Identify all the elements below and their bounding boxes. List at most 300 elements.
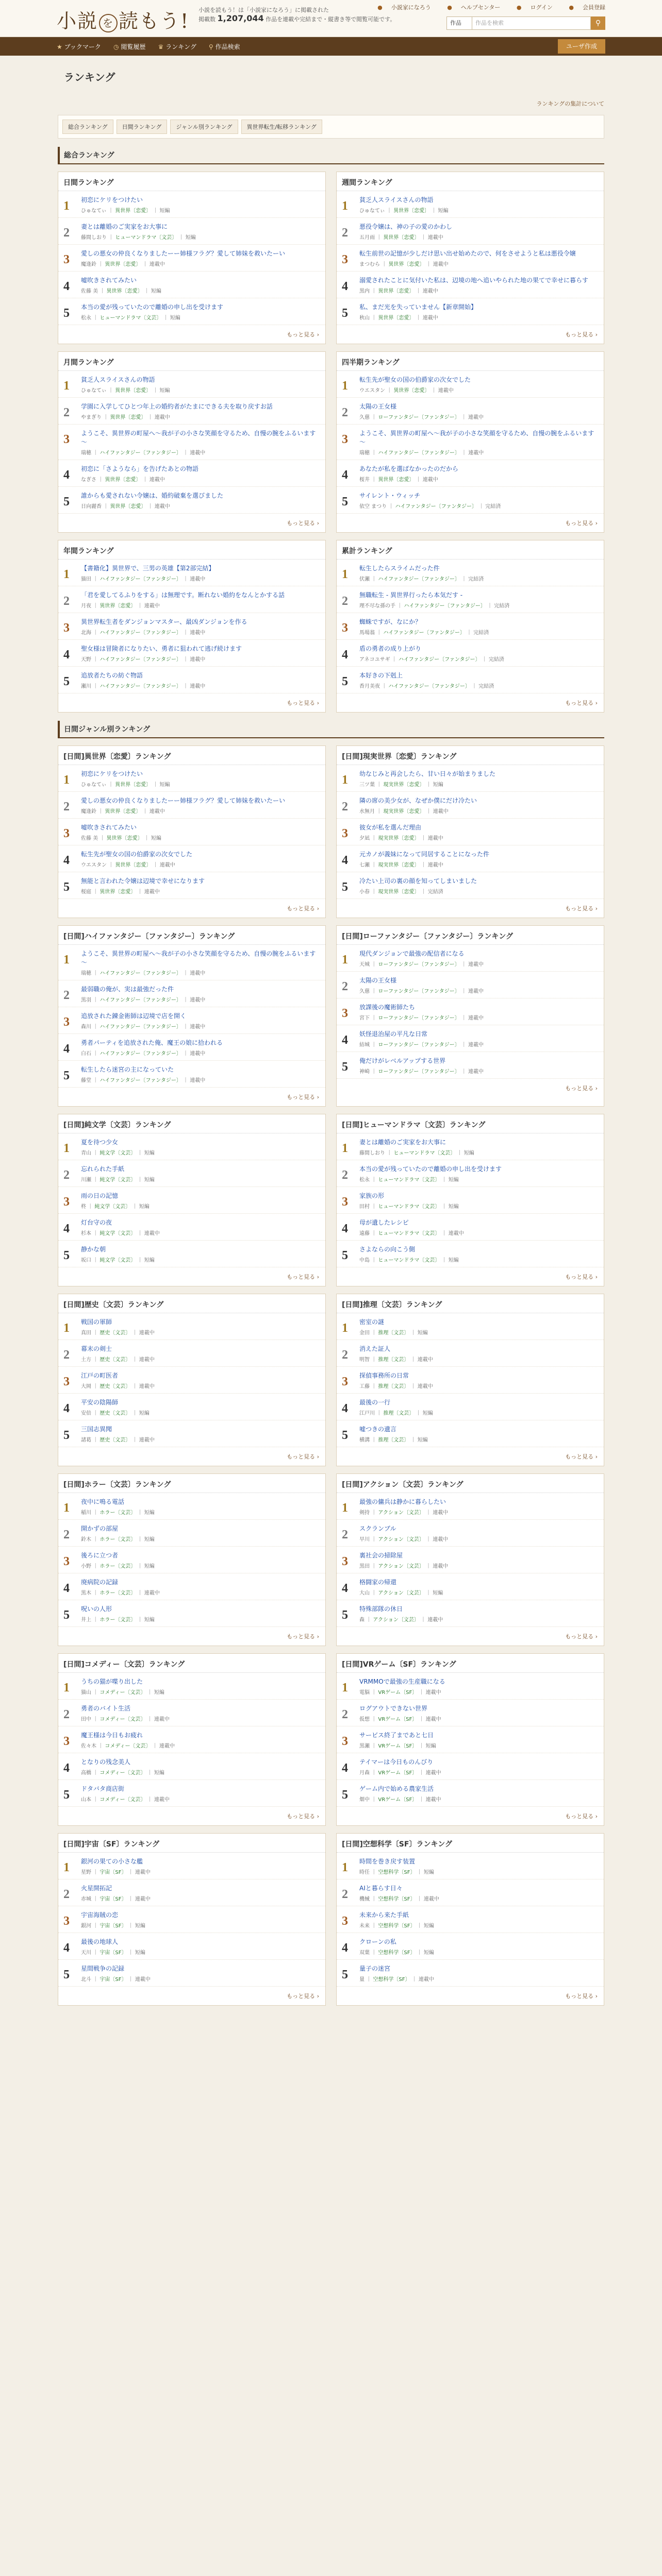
entry-genre[interactable]: 純文学〔文芸〕 (100, 1258, 136, 1263)
entry-genre[interactable]: 異世界〔恋愛〕 (383, 235, 420, 241)
more-link[interactable]: もっと見る › (337, 1447, 604, 1466)
entry-title-link[interactable]: 勇者のバイト生活 (81, 1705, 131, 1712)
entry-title-link[interactable]: 母が遺したレシピ (359, 1219, 409, 1226)
entry-title-link[interactable]: 誰からも愛されない令嬢は、婚約破棄を選びました (81, 492, 224, 499)
entry-author[interactable]: 銀河 (81, 1923, 91, 1929)
entry-author[interactable]: 真田 (81, 1330, 91, 1336)
entry-title-link[interactable]: 俺だけがレベルアップする世界 (359, 1057, 446, 1064)
entry-genre[interactable]: 異世界〔恋愛〕 (378, 477, 415, 483)
ranking-card-title[interactable]: [日間]ホラー〔文芸〕ランキング (58, 1474, 325, 1493)
entry-title-link[interactable]: さよならの向こう側 (359, 1246, 416, 1253)
more-link[interactable]: もっと見る › (58, 514, 325, 532)
entry-title-link[interactable]: 愛しの悪女の仲良くなりましたーー姉様フラグ？愛して姉妹を救いたーい (81, 250, 286, 257)
entry-author[interactable]: 月森 (359, 1770, 370, 1776)
entry-genre[interactable]: アクション〔文芸〕 (378, 1590, 424, 1596)
entry-title-link[interactable]: 聖女様は冒険者になりたい、勇者に狙われて逃げ続けます (81, 645, 242, 652)
entry-author[interactable]: ウエスタン (81, 862, 107, 868)
entry-author[interactable]: 馬場翁 (359, 630, 375, 636)
entry-genre[interactable]: ハイファンタジー〔ファンタジー〕 (383, 630, 465, 636)
entry-genre[interactable]: 異世界〔恋愛〕 (105, 477, 141, 483)
entry-title-link[interactable]: 後ろに立つ者 (81, 1552, 119, 1559)
entry-author[interactable]: 三ツ葉 (359, 782, 375, 788)
entry-genre[interactable]: 宇宙〔SF〕 (100, 1923, 127, 1929)
entry-title-link[interactable]: 江戸の町医者 (81, 1372, 119, 1379)
entry-genre[interactable]: ローファンタジー〔ファンタジー〕 (378, 1015, 460, 1021)
entry-genre[interactable]: ホラー〔文芸〕 (100, 1564, 136, 1569)
entry-genre[interactable]: ハイファンタジー〔ファンタジー〕 (100, 657, 181, 663)
entry-title-link[interactable]: 平安の陰陽師 (81, 1399, 119, 1406)
entry-author[interactable]: 五月雨 (359, 235, 375, 241)
entry-title-link[interactable]: 特殊部隊の休日 (359, 1605, 403, 1613)
entry-title-link[interactable]: 灯台守の夜 (81, 1219, 112, 1226)
entry-title-link[interactable]: 追放された錬金術師は辺境で店を開く (81, 1012, 187, 1020)
entry-title-link[interactable]: クローンの私 (359, 1938, 396, 1945)
entry-genre[interactable]: 異世界〔恋愛〕 (115, 388, 152, 394)
entry-genre[interactable]: ローファンタジー〔ファンタジー〕 (378, 1042, 460, 1048)
entry-author[interactable]: 鈴木 (81, 1537, 91, 1543)
entry-genre[interactable]: 異世界〔恋愛〕 (100, 603, 136, 609)
ranking-card-title[interactable]: [日間]コメディー〔文芸〕ランキング (58, 1654, 325, 1673)
entry-genre[interactable]: ハイファンタジー〔ファンタジー〕 (388, 684, 470, 689)
entry-title-link[interactable]: 呪いの人形 (81, 1605, 112, 1613)
entry-title-link[interactable]: 転生前世の記憶が少しだけ思い出せ始めたので、何をさせようと私は悪役令嬢 (359, 250, 576, 257)
entry-author[interactable]: 横溝 (359, 1437, 370, 1443)
entry-title-link[interactable]: 消えた証人 (359, 1345, 391, 1352)
entry-genre[interactable]: 現実世界〔恋愛〕 (378, 836, 420, 841)
entry-genre[interactable]: 推理〔文芸〕 (378, 1357, 409, 1363)
entry-title-link[interactable]: ようこそ、異世界の町屋へ～我が子の小さな笑顔を守るため、自慢の腕をふるいます～ (359, 430, 594, 446)
entry-title-link[interactable]: 勇者パーティを追放された俺、魔王の娘に拾われる (81, 1039, 223, 1046)
entry-author[interactable]: 高橋 (81, 1770, 91, 1776)
entry-title-link[interactable]: 嘘吹きされてみたい (81, 277, 137, 284)
entry-author[interactable]: 松永 (359, 1177, 370, 1183)
ranking-card-title[interactable]: 日間ランキング (58, 172, 325, 191)
entry-author[interactable]: 佐藤 美 (81, 289, 98, 294)
entry-author[interactable]: 松永 (81, 315, 91, 321)
entry-author[interactable]: 杉本 (81, 1231, 91, 1236)
entry-title-link[interactable]: 貧乏人スライスさんの物語 (81, 376, 155, 383)
entry-title-link[interactable]: 「君を愛してるふりをする」は無理です。断れない婚約をなんとかする話 (81, 591, 285, 599)
ranking-card-title[interactable]: 累計ランキング (337, 540, 604, 560)
entry-author[interactable]: 北海 (81, 630, 91, 636)
tab-isekai[interactable]: 異世界転生/転移ランキング (241, 120, 322, 134)
entry-author[interactable]: 大山 (359, 1590, 370, 1596)
entry-genre[interactable]: ホラー〔文芸〕 (100, 1617, 136, 1623)
entry-author[interactable]: 畑中 (359, 1797, 370, 1803)
ranking-card-title[interactable]: [日間]ローファンタジー〔ファンタジー〕ランキング (337, 926, 604, 945)
entry-title-link[interactable]: 火星開拓記 (81, 1885, 112, 1892)
tab-genre[interactable]: ジャンル別ランキング (170, 120, 238, 134)
entry-genre[interactable]: 推理〔文芸〕 (378, 1330, 409, 1336)
entry-genre[interactable]: ローファンタジー〔ファンタジー〕 (378, 962, 460, 968)
entry-author[interactable]: 田中 (81, 1717, 91, 1722)
entry-title-link[interactable]: 【書籍化】異世界で、三男の英雄【第2部完結】 (81, 565, 215, 572)
entry-author[interactable]: ひゅなてぃ (81, 782, 107, 788)
user-create-button[interactable]: ユーザ作成 (558, 39, 605, 54)
entry-title-link[interactable]: 家族の形 (359, 1192, 385, 1199)
entry-author[interactable]: 電脳 (359, 1690, 370, 1696)
entry-title-link[interactable]: 探偵事務所の日常 (359, 1372, 409, 1379)
entry-genre[interactable]: ハイファンタジー〔ファンタジー〕 (100, 577, 181, 582)
entry-author[interactable]: 黒内 (359, 289, 370, 294)
entry-genre[interactable]: 異世界〔恋愛〕 (110, 415, 146, 420)
entry-title-link[interactable]: 宇宙海賊の恋 (81, 1911, 119, 1919)
entry-title-link[interactable]: 無能と言われた令嬢は辺境で幸せになります (81, 877, 205, 885)
tab-overall[interactable]: 総合ランキング (62, 120, 113, 134)
entry-title-link[interactable]: 忘れられた手紙 (81, 1165, 125, 1173)
entry-author[interactable]: 天野 (81, 657, 91, 663)
entry-title-link[interactable]: 学園に入学してひとつ年上の婚約者がたまにできる夫を取り戻すお話 (81, 403, 273, 410)
entry-genre[interactable]: ハイファンタジー〔ファンタジー〕 (100, 997, 181, 1003)
entry-author[interactable]: やまぎり (81, 415, 102, 420)
more-link[interactable]: もっと見る › (337, 1987, 604, 2005)
entry-title-link[interactable]: 異世界転生者をダンジョンマスター、最凶ダンジョンを作る (81, 618, 247, 625)
entry-title-link[interactable]: 転生先が聖女の国の伯爵家の次女でした (359, 376, 471, 383)
entry-genre[interactable]: 異世界〔恋愛〕 (388, 262, 425, 267)
entry-genre[interactable]: 推理〔文芸〕 (378, 1384, 409, 1389)
entry-author[interactable]: 猫田 (81, 577, 91, 582)
ranking-card-title[interactable]: 四半期ランキング (337, 352, 604, 371)
entry-author[interactable]: 月夜 (81, 603, 91, 609)
entry-genre[interactable]: 歴史〔文芸〕 (100, 1384, 131, 1389)
entry-author[interactable]: 魔逢鈴 (81, 262, 96, 267)
entry-genre[interactable]: 歴史〔文芸〕 (100, 1357, 131, 1363)
entry-title-link[interactable]: 現代ダンジョンで最強の配信者になる (359, 950, 465, 957)
entry-author[interactable]: 白石 (81, 1051, 91, 1057)
entry-author[interactable]: 結城 (359, 1042, 370, 1048)
entry-genre[interactable]: ヒューマンドラマ〔文芸〕 (378, 1204, 440, 1210)
entry-genre[interactable]: 異世界〔恋愛〕 (378, 315, 415, 321)
entry-author[interactable]: 天城 (359, 962, 370, 968)
entry-genre[interactable]: ヒューマンドラマ〔文芸〕 (378, 1258, 440, 1263)
entry-title-link[interactable]: ゲーム内で始める農家生活 (359, 1785, 434, 1792)
entry-title-link[interactable]: 幼なじみと再会したら、甘い日々が始まりました (359, 770, 496, 777)
entry-title-link[interactable]: 幕末の剣士 (81, 1345, 112, 1352)
entry-genre[interactable]: 異世界〔恋愛〕 (106, 836, 143, 841)
more-link[interactable]: もっと見る › (337, 1079, 604, 1097)
entry-title-link[interactable]: 太陽の王女様 (359, 403, 397, 410)
entry-genre[interactable]: 宇宙〔SF〕 (100, 1870, 127, 1875)
entry-genre[interactable]: ハイファンタジー〔ファンタジー〕 (378, 450, 460, 456)
entry-genre[interactable]: ハイファンタジー〔ファンタジー〕 (100, 1051, 181, 1057)
header-link[interactable]: ● ログイン (516, 4, 553, 11)
entry-genre[interactable]: 異世界〔恋愛〕 (110, 504, 146, 510)
entry-author[interactable]: 天川 (81, 1950, 91, 1956)
entry-author[interactable]: 神崎 (359, 1069, 370, 1075)
entry-author[interactable]: 依空 まつり (359, 504, 387, 510)
entry-author[interactable]: 佐々木 (81, 1743, 96, 1749)
entry-author[interactable]: 双葉 (359, 1950, 370, 1956)
entry-genre[interactable]: ヒューマンドラマ〔文芸〕 (115, 235, 177, 241)
entry-author[interactable]: 伏瀬 (359, 577, 370, 582)
entry-genre[interactable]: 異世界〔恋愛〕 (105, 809, 141, 815)
entry-genre[interactable]: 空想科学〔SF〕 (378, 1896, 416, 1902)
entry-genre[interactable]: ホラー〔文芸〕 (100, 1590, 136, 1596)
ranking-card-title[interactable]: [日間]ヒューマンドラマ〔文芸〕ランキング (337, 1114, 604, 1133)
entry-title-link[interactable]: となりの残念美人 (81, 1758, 131, 1766)
entry-genre[interactable]: VRゲーム〔SF〕 (378, 1743, 418, 1749)
entry-title-link[interactable]: 溺愛されたことに気付いた私は、辺境の地へ追いやられた地の果てで幸せに暮らす (359, 277, 589, 284)
header-link[interactable]: ● 小説家になろう (377, 4, 431, 11)
more-link[interactable]: もっと見る › (58, 1807, 325, 1825)
entry-genre[interactable]: 宇宙〔SF〕 (100, 1977, 127, 1982)
entry-author[interactable]: 魔逢鈴 (81, 809, 96, 815)
entry-genre[interactable]: ハイファンタジー〔ファンタジー〕 (100, 1078, 181, 1083)
entry-genre[interactable]: ローファンタジー〔ファンタジー〕 (378, 415, 460, 420)
entry-title-link[interactable]: 蜘蛛ですが、なにか？ (359, 618, 422, 625)
entry-genre[interactable]: 宇宙〔SF〕 (100, 1896, 127, 1902)
entry-author[interactable]: 日向麗香 (81, 504, 102, 510)
ranking-card-title[interactable]: [日間]現実世界〔恋愛〕ランキング (337, 746, 604, 765)
entry-author[interactable]: 剣持 (359, 1510, 370, 1516)
entry-author[interactable]: 秋山 (359, 315, 370, 321)
entry-title-link[interactable]: 廃病院の記録 (81, 1579, 119, 1586)
entry-genre[interactable]: 歴史〔文芸〕 (100, 1330, 131, 1336)
entry-genre[interactable]: 異世界〔恋愛〕 (105, 262, 141, 267)
entry-genre[interactable]: ヒューマンドラマ〔文芸〕 (378, 1177, 440, 1183)
entry-genre[interactable]: ヒューマンドラマ〔文芸〕 (100, 315, 162, 321)
entry-author[interactable]: 瑞穂 (81, 971, 91, 976)
entry-title-link[interactable]: 最弱職の俺が、実は最強だった件 (81, 986, 174, 993)
entry-title-link[interactable]: 妻とは離婚のご実家をお大事に (359, 1139, 446, 1146)
nav-ranking[interactable]: ♛ ランキング (158, 43, 196, 50)
entry-author[interactable]: 時任 (359, 1870, 370, 1875)
entry-title-link[interactable]: 夜中に鳴る電話 (81, 1498, 125, 1505)
entry-genre[interactable]: 空想科学〔SF〕 (378, 1923, 416, 1929)
entry-author[interactable]: ひゅなてぃ (81, 388, 107, 394)
entry-title-link[interactable]: 嘘つきの遺言 (359, 1426, 397, 1433)
entry-genre[interactable]: 異世界〔恋愛〕 (115, 208, 152, 214)
entry-genre[interactable]: 現実世界〔恋愛〕 (383, 809, 425, 815)
entry-author[interactable]: 桜庭 (81, 889, 91, 895)
entry-genre[interactable]: 宇宙〔SF〕 (100, 1950, 127, 1956)
entry-genre[interactable]: 純文学〔文芸〕 (100, 1231, 136, 1236)
entry-title-link[interactable]: 密室の謎 (359, 1318, 385, 1326)
entry-title-link[interactable]: 量子の迷宮 (359, 1965, 391, 1972)
entry-title-link[interactable]: 貧乏人スライスさんの物語 (359, 196, 434, 204)
entry-author[interactable]: 未来 (359, 1923, 370, 1929)
entry-genre[interactable]: ハイファンタジー〔ファンタジー〕 (100, 971, 181, 976)
header-link[interactable]: ● 会員登録 (569, 4, 605, 11)
entry-author[interactable]: 小春 (359, 889, 370, 895)
more-link[interactable]: もっと見る › (337, 1267, 604, 1286)
site-logo[interactable]: 小説 を 読もう! (57, 10, 190, 32)
entry-author[interactable]: ひゅなてぃ (359, 208, 385, 214)
entry-genre[interactable]: 異世界〔恋愛〕 (115, 782, 152, 788)
ranking-card-title[interactable]: [日間]宇宙〔SF〕ランキング (58, 1834, 325, 1853)
more-link[interactable]: もっと見る › (58, 1447, 325, 1466)
entry-title-link[interactable]: ログアウトできない世界 (359, 1705, 428, 1712)
ranking-help-link[interactable]: ランキングの集計について (536, 100, 604, 107)
entry-title-link[interactable]: 初恋にケリをつけたい (81, 196, 143, 204)
entry-title-link[interactable]: 転生先が聖女の国の伯爵家の次女でした (81, 851, 193, 858)
entry-author[interactable]: 柊 (81, 1204, 86, 1210)
entry-genre[interactable]: ヒューマンドラマ〔文芸〕 (378, 1231, 440, 1236)
entry-genre[interactable]: 純文学〔文芸〕 (100, 1150, 136, 1156)
entry-author[interactable]: 七瀬 (359, 862, 370, 868)
more-link[interactable]: もっと見る › (58, 1267, 325, 1286)
entry-author[interactable]: 瀬川 (81, 684, 91, 689)
entry-title-link[interactable]: 放課後の魔術師たち (359, 1004, 416, 1011)
entry-author[interactable]: 水無月 (359, 809, 375, 815)
entry-genre[interactable]: 純文学〔文芸〕 (100, 1177, 136, 1183)
entry-title-link[interactable]: テイマーは今日ものんびり (359, 1758, 434, 1766)
entry-author[interactable]: 山本 (81, 1797, 91, 1803)
entry-genre[interactable]: コメディー〔文芸〕 (100, 1797, 146, 1803)
header-link[interactable]: ● ヘルプセンター (447, 4, 501, 11)
more-link[interactable]: もっと見る › (58, 899, 325, 918)
entry-author[interactable]: 坂口 (81, 1258, 91, 1263)
entry-author[interactable]: 黒田 (359, 1564, 370, 1569)
entry-genre[interactable]: コメディー〔文芸〕 (100, 1717, 146, 1722)
more-link[interactable]: もっと見る › (337, 899, 604, 918)
entry-author[interactable]: 夕凪 (359, 836, 370, 841)
entry-genre[interactable]: 異世界〔恋愛〕 (393, 388, 430, 394)
entry-genre[interactable]: 異世界〔恋愛〕 (115, 862, 152, 868)
entry-genre[interactable]: ヒューマンドラマ〔文芸〕 (393, 1150, 456, 1156)
entry-title-link[interactable]: 銀河の果ての小さな艦 (81, 1858, 143, 1865)
entry-title-link[interactable]: 雨の日の記憶 (81, 1192, 119, 1199)
search-input[interactable]: 作品を検索 (472, 16, 591, 30)
entry-title-link[interactable]: 最強の傭兵は静かに暮らしたい (359, 1498, 446, 1505)
entry-author[interactable]: 小野 (81, 1564, 91, 1569)
nav-search[interactable]: ⚲ 作品検索 (208, 43, 240, 50)
entry-title-link[interactable]: うちの猫が喋り出した (81, 1678, 143, 1685)
entry-author[interactable]: まつむら (359, 262, 380, 267)
entry-title-link[interactable]: 転生したら迷宮の主になっていた (81, 1066, 174, 1073)
ranking-card-title[interactable]: [日間]ハイファンタジー〔ファンタジー〕ランキング (58, 926, 325, 945)
entry-title-link[interactable]: 開かずの部屋 (81, 1525, 119, 1532)
entry-title-link[interactable]: 盾の勇者の成り上がり (359, 645, 422, 652)
ranking-card-title[interactable]: [日間]推理〔文芸〕ランキング (337, 1294, 604, 1313)
entry-genre[interactable]: ローファンタジー〔ファンタジー〕 (378, 1069, 460, 1075)
entry-title-link[interactable]: 格闘家の帰還 (359, 1579, 397, 1586)
ranking-card-title[interactable]: [日間]空想科学〔SF〕ランキング (337, 1834, 604, 1853)
entry-genre[interactable]: コメディー〔文芸〕 (100, 1770, 146, 1776)
entry-genre[interactable]: ローファンタジー〔ファンタジー〕 (378, 989, 460, 994)
entry-author[interactable]: 森川 (81, 1024, 91, 1030)
entry-author[interactable]: 早川 (359, 1537, 370, 1543)
entry-author[interactable]: 稲川 (81, 1510, 91, 1516)
entry-genre[interactable]: ハイファンタジー〔ファンタジー〕 (404, 603, 486, 609)
entry-genre[interactable]: ホラー〔文芸〕 (100, 1510, 136, 1516)
entry-title-link[interactable]: 魔王様は今日もお疲れ (81, 1732, 143, 1739)
entry-author[interactable]: 黒羽 (81, 997, 91, 1003)
entry-author[interactable]: 北斗 (81, 1977, 91, 1982)
ranking-card-title[interactable]: 月間ランキング (58, 352, 325, 371)
ranking-card-title[interactable]: [日間]純文学〔文芸〕ランキング (58, 1114, 325, 1133)
entry-title-link[interactable]: あなたが私を選ばなかったのだから (359, 465, 459, 472)
more-link[interactable]: もっと見る › (337, 1627, 604, 1646)
nav-bookmark[interactable]: ★ ブックマーク (57, 43, 101, 50)
entry-author[interactable]: 青山 (81, 1150, 91, 1156)
entry-genre[interactable]: 空想科学〔SF〕 (373, 1977, 410, 1982)
entry-genre[interactable]: ハイファンタジー〔ファンタジー〕 (398, 657, 481, 663)
entry-title-link[interactable]: 未来から来た手紙 (359, 1911, 409, 1919)
entry-genre[interactable]: アクション〔文芸〕 (378, 1510, 424, 1516)
entry-title-link[interactable]: 彼女が私を選んだ理由 (359, 824, 422, 831)
entry-title-link[interactable]: 本好きの下剋上 (359, 672, 403, 679)
entry-author[interactable]: 藤間しおり (359, 1150, 385, 1156)
entry-genre[interactable]: コメディー〔文芸〕 (105, 1743, 151, 1749)
entry-author[interactable]: 宮下 (359, 1015, 370, 1021)
entry-title-link[interactable]: 太陽の王女様 (359, 977, 397, 984)
entry-author[interactable]: 藤間しおり (81, 235, 107, 241)
entry-title-link[interactable]: ドタバタ商店街 (81, 1785, 124, 1792)
entry-title-link[interactable]: 戦国の軍師 (81, 1318, 112, 1326)
entry-author[interactable]: 黒木 (81, 1590, 91, 1596)
entry-title-link[interactable]: AIと暮らす日々 (359, 1885, 403, 1892)
search-type-select[interactable]: 作品 (446, 16, 472, 30)
more-link[interactable]: もっと見る › (58, 1088, 325, 1106)
entry-genre[interactable]: アクション〔文芸〕 (378, 1564, 424, 1569)
entry-title-link[interactable]: ようこそ、異世界の町屋へ～我が子の小さな笑顔を守るため、自慢の腕をふるいます～ (81, 430, 316, 446)
search-icon[interactable]: ⚲ (591, 16, 605, 30)
entry-author[interactable]: 土方 (81, 1357, 91, 1363)
more-link[interactable]: もっと見る › (58, 693, 325, 712)
entry-title-link[interactable]: 星間戦争の記録 (81, 1965, 125, 1972)
entry-author[interactable]: 猫山 (81, 1690, 91, 1696)
entry-title-link[interactable]: 妖怪退治屋の平凡な日常 (359, 1030, 428, 1038)
entry-genre[interactable]: 異世界〔恋愛〕 (106, 289, 143, 294)
entry-genre[interactable]: 歴史〔文芸〕 (100, 1437, 131, 1443)
entry-author[interactable]: 黒瀬 (359, 1743, 370, 1749)
ranking-card-title[interactable]: [日間]歴史〔文芸〕ランキング (58, 1294, 325, 1313)
entry-title-link[interactable]: 冷たい上司の裏の顔を知ってしまいました (359, 877, 477, 885)
entry-title-link[interactable]: 愛しの悪女の仲良くなりましたーー姉様フラグ？愛して姉妹を救いたーい (81, 797, 286, 804)
entry-title-link[interactable]: 初恋にケリをつけたい (81, 770, 143, 777)
more-link[interactable]: もっと見る › (337, 1807, 604, 1825)
entry-author[interactable]: 久慈 (359, 415, 370, 420)
entry-author[interactable]: 理不尽な孫の手 (359, 603, 395, 609)
entry-genre[interactable]: 空想科学〔SF〕 (378, 1870, 416, 1875)
entry-title-link[interactable]: 本当の愛が残っていたので離婚の申し出を受けます (81, 303, 224, 311)
entry-title-link[interactable]: 元カノが義妹になって同居することになった件 (359, 851, 490, 858)
entry-genre[interactable]: アクション〔文芸〕 (373, 1617, 419, 1623)
entry-author[interactable]: 藤堂 (81, 1078, 91, 1083)
entry-author[interactable]: 井上 (81, 1617, 91, 1623)
entry-genre[interactable]: VRゲーム〔SF〕 (378, 1717, 418, 1722)
entry-genre[interactable]: 純文学〔文芸〕 (94, 1204, 131, 1210)
entry-genre[interactable]: ホラー〔文芸〕 (100, 1537, 136, 1543)
entry-title-link[interactable]: 最後の一行 (359, 1399, 391, 1406)
entry-title-link[interactable]: サイレント・ウィッチ (359, 492, 421, 499)
entry-author[interactable]: ウエスタン (359, 388, 385, 394)
entry-genre[interactable]: 異世界〔恋愛〕 (100, 889, 136, 895)
entry-author[interactable]: 久慈 (359, 989, 370, 994)
entry-genre[interactable]: 異世界〔恋愛〕 (393, 208, 430, 214)
entry-author[interactable]: 量 (359, 1977, 365, 1982)
entry-author[interactable]: 安倍 (81, 1411, 91, 1416)
entry-author[interactable]: 赤城 (81, 1896, 91, 1902)
entry-genre[interactable]: ハイファンタジー〔ファンタジー〕 (378, 577, 460, 582)
entry-author[interactable]: 大岡 (81, 1384, 91, 1389)
more-link[interactable]: もっと見る › (58, 325, 325, 344)
entry-title-link[interactable]: 夏を待つ少女 (81, 1139, 119, 1146)
entry-author[interactable]: 工藤 (359, 1384, 370, 1389)
entry-genre[interactable]: コメディー〔文芸〕 (100, 1690, 146, 1696)
entry-title-link[interactable]: 無職転生 - 異世界行ったら本気だす - (359, 591, 463, 599)
entry-title-link[interactable]: 初恋に「さようなら」を告げたあとの物語 (81, 465, 199, 472)
entry-author[interactable]: 佐藤 美 (81, 836, 98, 841)
tab-daily[interactable]: 日間ランキング (117, 120, 168, 134)
entry-title-link[interactable]: 嘘吹きされてみたい (81, 824, 137, 831)
entry-author[interactable]: ひゅなてぃ (81, 208, 107, 214)
entry-genre[interactable]: 推理〔文芸〕 (378, 1437, 409, 1443)
entry-author[interactable]: 仮想 (359, 1717, 370, 1722)
entry-title-link[interactable]: 裏社会の掃除屋 (359, 1552, 403, 1559)
entry-author[interactable]: 遠藤 (359, 1231, 370, 1236)
